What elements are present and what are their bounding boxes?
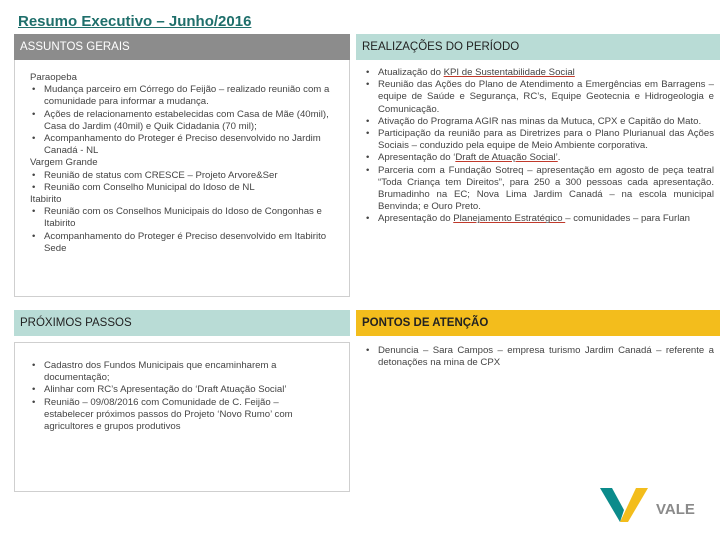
list-item: • Parceria com a Fundação Sotreq – apresentação em agosto de peça teatral “Toda Criança tem Direitos”, para 250 a 300 pessoas cada apresentação. Brumadinho na EC; Nova Lima Jardim Canadá – na escola municipal Benvinda; e Ouro Preto.: [364, 165, 714, 214]
list-item: • Alinhar com RC’s Apresentação do ‘Draft Atuação Social’: [30, 384, 330, 396]
planejamento-link[interactable]: Planejamento Estratégico: [453, 213, 566, 225]
list-item: • Reunião de status com CRESCE – Projeto Arvore&Ser: [30, 170, 346, 182]
list-item: • Apresentação do ‘Draft de Atuação Social’.: [364, 152, 714, 164]
proximos-header: PRÓXIMOS PASSOS: [14, 310, 350, 336]
proximos-content: [30, 360, 330, 433]
paraopeba-title: Paraopeba: [30, 72, 77, 83]
vale-logo-icon: [598, 482, 702, 528]
list-item: • Reunião com os Conselhos Municipais do Idoso de Congonhas e Itabirito: [30, 206, 346, 230]
list-item: • Atualização do KPI de Sustentabilidade Social: [364, 67, 714, 79]
kpi-link[interactable]: KPI de Sustentabilidade Social: [443, 67, 575, 78]
list-item: • Ativação do Programa AGIR nas minas da Mutuca, CPX e Capitão do Mato.: [364, 116, 714, 128]
atencao-content: [364, 345, 714, 369]
atencao-header: PONTOS DE ATENÇÃO: [356, 310, 720, 336]
list-item: • Reunião das Ações do Plano de Atendimento a Emergências em Barragens – equipe de Saúde e Segurança, RC’s, Equipe Geotecnia e Hidrogeologia e Comunicação.: [364, 79, 714, 116]
itabirito-title: Itabirito: [30, 194, 62, 206]
draft-link[interactable]: Draft de Atuação Social’: [455, 152, 558, 164]
realizacoes-content: [364, 67, 714, 226]
vale-logo-text: VALE: [656, 501, 695, 518]
page-title: Resumo Executivo – Junho/2016: [18, 13, 252, 30]
list-item: • Denuncia – Sara Campos – empresa turismo Jardim Canadá – referente a detonações na mina de CPX: [364, 345, 714, 369]
list-item: • Reunião com Conselho Municipal do Idoso de NL: [30, 182, 346, 194]
list-item: • Apresentação do Planejamento Estratégico – comunidades – para Furlan: [364, 213, 714, 225]
vargem-title: Vargem Grande: [30, 157, 98, 169]
list-item: • Acompanhamento do Proteger é Preciso desenvolvido em Itabirito Sede: [30, 231, 346, 255]
assuntos-header: ASSUNTOS GERAIS: [14, 34, 350, 60]
realizacoes-header: REALIZAÇÕES DO PERÍODO: [356, 34, 720, 60]
list-item: • Participação da reunião para as Diretrizes para o Plano Plurianual das Ações Sociais – conduzido pela equipe de Meio Ambiente corporativa.: [364, 128, 714, 152]
vale-logo: [598, 482, 702, 528]
list-item: • Reunião – 09/08/2016 com Comunidade de C. Feijão – estabelecer próximos passos do Projeto ‘Novo Rumo’ com agricultores e grupos produtivos: [30, 397, 330, 434]
list-item: • Mudança parceiro em Córrego do Feijão – realizado reunião com a comunidade para informar a mudança.: [30, 84, 346, 108]
list-item: • Ações de relacionamento estabelecidas com Casa de Mãe (40mil), Casa do Jardim (40mil) e Quik Cidadania (70 mil);: [30, 109, 346, 133]
list-item: • Cadastro dos Fundos Municipais que encaminharem a documentação;: [30, 360, 330, 384]
list-item: • Acompanhamento do Proteger é Preciso desenvolvido no Jardim Canadá - NL: [30, 133, 346, 157]
assuntos-content: [30, 72, 346, 255]
